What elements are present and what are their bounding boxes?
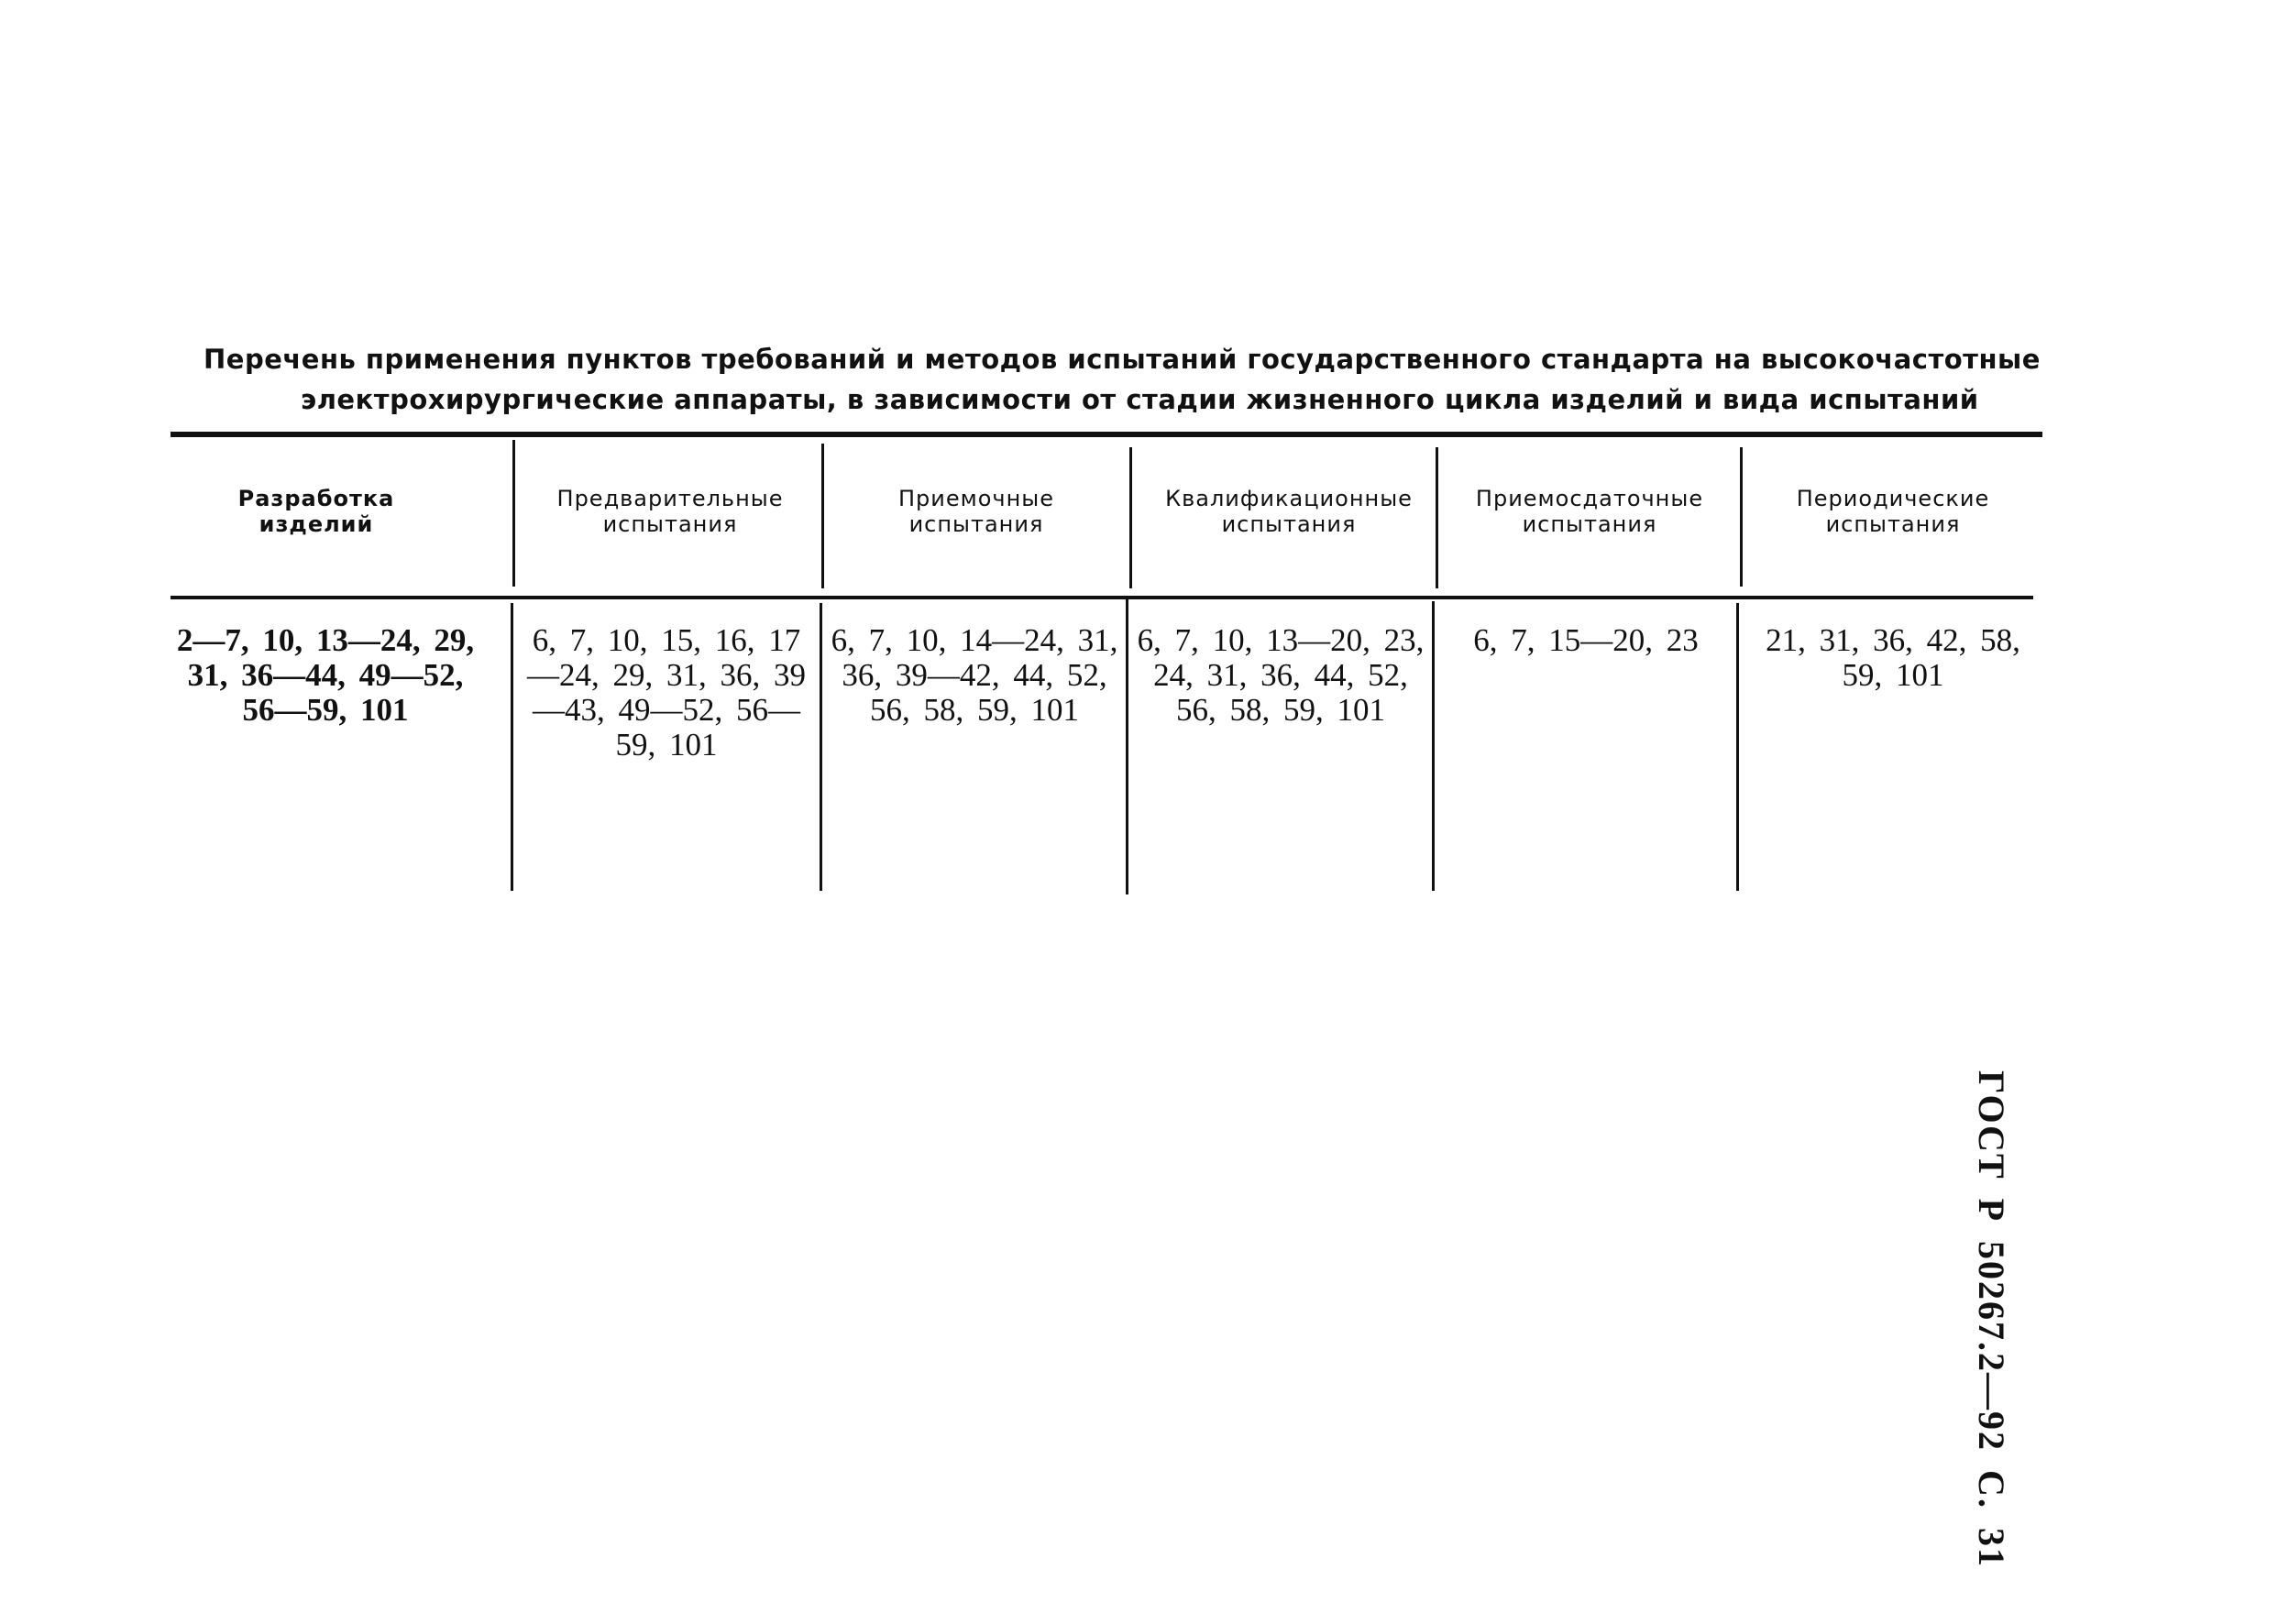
cell-development: 2—7, 10, 13—24, 29, 31, 36—44, 49—52, 56—59, 101 — [176, 622, 475, 728]
cell-preliminary-tests: 6, 7, 10, 15, 16, 17—24, 29, 31, 36, 39—43, 49—52, 56—59, 101 — [527, 622, 806, 763]
header-periodic-tests: Периодические испытания — [1796, 486, 1990, 537]
column-separator — [1129, 447, 1132, 588]
column-separator — [821, 444, 824, 588]
table-title — [204, 339, 2041, 420]
table-title-line-1: Перечень применения пунктов требований и методов испытаний государственного стандарта на высокочастотные — [204, 344, 2041, 375]
cell-periodic-tests: 21, 31, 36, 42, 58, 59, 101 — [1766, 622, 2020, 693]
header-qualification-tests: Квалификационные испытания — [1165, 486, 1413, 537]
column-separator — [820, 603, 822, 891]
column-separator — [1126, 598, 1128, 894]
page-reference-text: ГОСТ Р 50267.2—92 С. 31 — [1971, 1070, 2012, 1568]
column-separator — [512, 440, 515, 587]
header-delivery-tests: Приемосдаточные испытания — [1475, 486, 1704, 537]
column-separator — [1736, 603, 1739, 891]
header-preliminary-tests: Предварительные испытания — [556, 486, 784, 537]
cell-delivery-tests: 6, 7, 15—20, 23 — [1473, 622, 1699, 658]
header-development: Разработка изделий — [237, 486, 395, 537]
cell-acceptance-tests: 6, 7, 10, 14—24, 31, 36, 39—42, 44, 52, 56, 58, 59, 101 — [831, 622, 1118, 728]
table-header-rule — [171, 596, 2033, 599]
column-separator — [1740, 447, 1743, 587]
column-separator — [1436, 447, 1438, 588]
table-top-rule — [171, 432, 2042, 437]
column-separator — [511, 603, 513, 891]
table-title-line-2: электрохирургические аппараты, в зависимости от стадии жизненного цикла изделий и вида испытаний — [301, 384, 1979, 415]
cell-qualification-tests: 6, 7, 10, 13—20, 23, 24, 31, 36, 44, 52, 56, 58, 59, 101 — [1137, 622, 1425, 728]
header-acceptance-tests: Приемочные испытания — [897, 486, 1055, 537]
column-separator — [1432, 601, 1435, 891]
